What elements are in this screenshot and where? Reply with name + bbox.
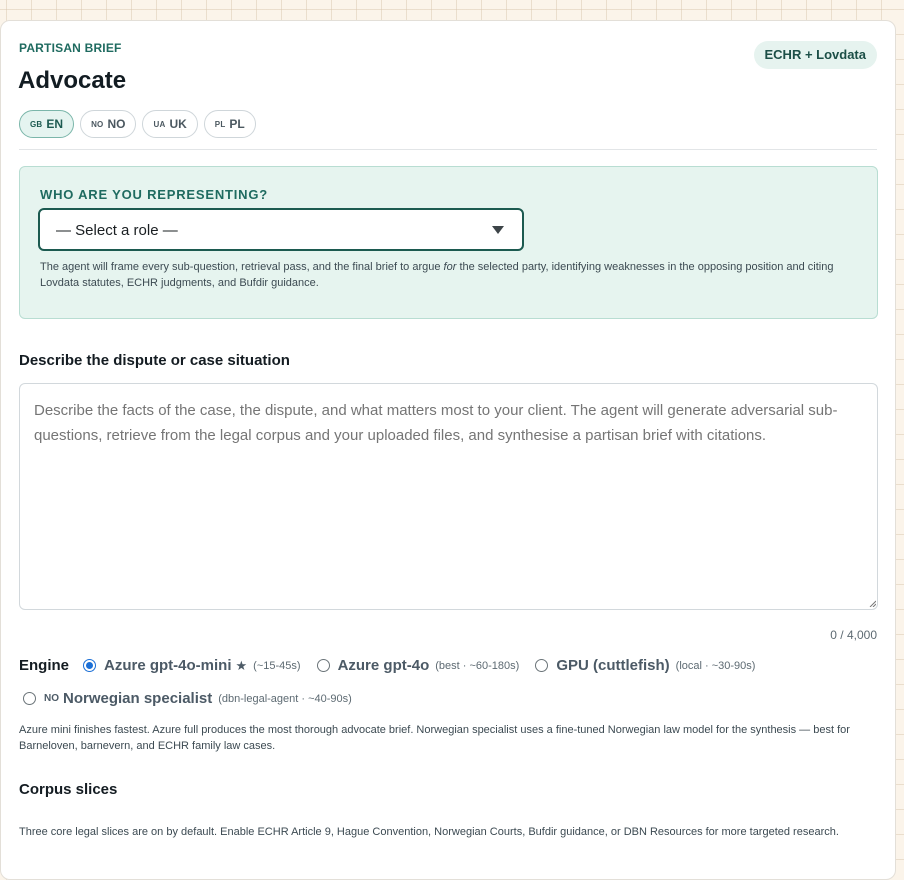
engine-row xyxy=(19,657,771,674)
language-switcher xyxy=(19,110,256,138)
ua-flag-icon: UA xyxy=(153,119,166,129)
engine-option-note: (dbn-legal-agent · ~40-90s) xyxy=(218,692,352,705)
role-select[interactable] xyxy=(38,208,524,251)
lang-label: UK xyxy=(169,117,187,131)
engine-option-name: Azure gpt-4o-mini xyxy=(104,657,232,674)
char-count: 0 / 4,000 xyxy=(830,628,877,642)
gb-flag-icon: GB xyxy=(30,119,43,129)
corpus-badge: ECHR + Lovdata xyxy=(754,41,878,69)
dispute-title: Describe the dispute or case situation xyxy=(19,352,290,369)
radio-azure-mini[interactable] xyxy=(83,659,96,672)
corpus-help-text: Three core legal slices are on by default. Enable ECHR Article 9, Hague Convention, Norwegian Courts, Bufdir guidance, or DBN Resources for more targeted research. xyxy=(19,826,839,838)
role-select-value: — Select a role — xyxy=(56,222,178,239)
advocate-card xyxy=(0,20,896,880)
radio-azure-full[interactable] xyxy=(317,659,330,672)
lang-label: EN xyxy=(46,117,64,131)
engine-option-note: (local · ~30-90s) xyxy=(675,659,756,672)
no-flag-icon: NO xyxy=(44,693,59,704)
lang-button-en[interactable] xyxy=(19,110,74,138)
radio-gpu[interactable] xyxy=(535,659,548,672)
engine-option-note: (~15-45s) xyxy=(253,659,301,672)
page-title: Advocate xyxy=(18,67,127,94)
engine-option-note: (best · ~60-180s) xyxy=(435,659,520,672)
header-divider xyxy=(19,149,877,150)
chevron-down-icon xyxy=(492,226,504,234)
engine-option-name: Azure gpt-4o xyxy=(337,657,430,674)
lang-button-pl[interactable] xyxy=(204,110,256,138)
dispute-textarea[interactable] xyxy=(19,383,878,610)
engine-help-text: Azure mini finishes fastest. Azure full produces the most thorough advocate brief. Norwegian specialist uses a fine-tuned Norwegian law model for the synthesis — best for Barneloven, barnevern, and ECHR family law cases. xyxy=(19,724,850,752)
no-flag-icon: NO xyxy=(91,119,104,129)
lang-label: PL xyxy=(229,117,245,131)
lang-button-no[interactable] xyxy=(80,110,136,138)
lang-button-uk[interactable] xyxy=(142,110,197,138)
resize-handle-icon[interactable] xyxy=(869,600,876,607)
lang-label: NO xyxy=(107,117,126,131)
engine-label: Engine xyxy=(19,657,70,674)
engine-row-2 xyxy=(23,690,368,707)
engine-option-azure-mini[interactable] xyxy=(83,657,301,674)
engine-option-norwegian[interactable] xyxy=(23,690,352,707)
role-label: WHO ARE YOU REPRESENTING? xyxy=(40,187,269,202)
corpus-title: Corpus slices xyxy=(19,781,118,798)
pl-flag-icon: PL xyxy=(214,119,226,129)
engine-option-name: Norwegian specialist xyxy=(63,690,213,707)
role-panel xyxy=(19,166,878,319)
role-help-text: The agent will frame every sub-question, retrieval pass, and the final brief to argue for the selected party, identifying weaknesses in the opposing position and citing Lovdata statutes, ECHR judgments, and Bufdir guidance. xyxy=(40,261,834,289)
eyebrow-label: PARTISAN BRIEF xyxy=(19,41,122,55)
engine-option-azure-full[interactable] xyxy=(317,657,520,674)
radio-norwegian[interactable] xyxy=(23,692,36,705)
engine-option-gpu[interactable] xyxy=(535,657,755,674)
engine-option-name: GPU (cuttlefish) xyxy=(556,657,670,674)
star-icon: ★ xyxy=(235,657,248,673)
role-help-emphasis: for xyxy=(443,261,457,273)
